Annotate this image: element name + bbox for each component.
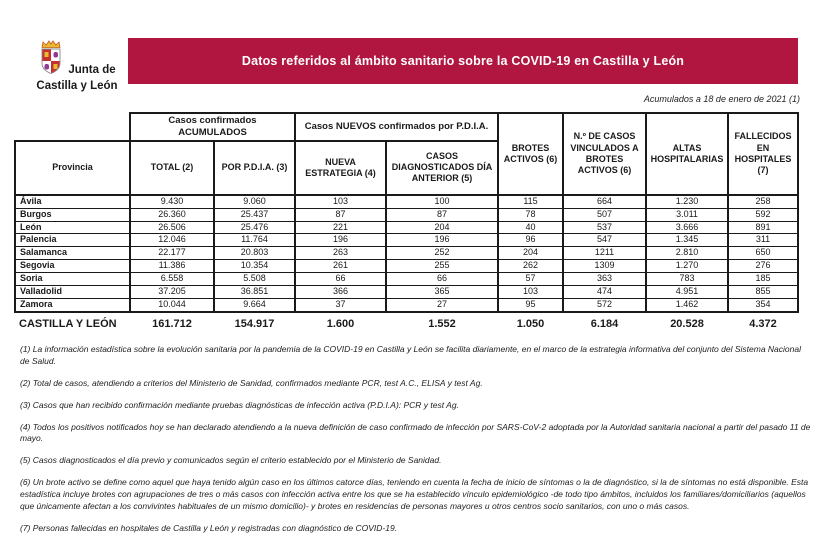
value-cell: 22.177 — [130, 247, 214, 260]
table-group-header-row — [15, 113, 798, 141]
table-body — [15, 195, 798, 312]
value-cell: 592 — [728, 208, 798, 221]
footnotes — [20, 344, 812, 545]
castilla-leon-crest-icon — [38, 39, 64, 80]
value-cell: 66 — [295, 273, 386, 286]
value-cell: 11.764 — [214, 234, 295, 247]
province-cell: Salamanca — [15, 247, 130, 260]
logo-text-line1: Junta de — [68, 63, 116, 76]
value-cell: 12.046 — [130, 234, 214, 247]
value-cell: 262 — [498, 260, 563, 273]
value-cell: 26.360 — [130, 208, 214, 221]
total-cell: 161.712 — [152, 317, 192, 330]
value-cell: 196 — [386, 234, 498, 247]
table-row — [15, 208, 798, 221]
accumulated-date-note: Acumulados a 18 de enero de 2021 (1) — [643, 94, 800, 104]
value-cell: 650 — [728, 247, 798, 260]
footnote-5: (5) Casos diagnosticados el día previo y comunicados según el criterio establecido por el Ministerio de Sanidad. — [20, 455, 442, 466]
value-cell: 474 — [563, 285, 646, 298]
header-por-pdia: POR P.D.I.A. (3) — [214, 141, 295, 195]
value-cell: 25.476 — [214, 221, 295, 234]
table-row — [15, 221, 798, 234]
value-cell: 9.060 — [214, 195, 295, 208]
value-cell: 363 — [563, 273, 646, 286]
value-cell: 1.270 — [646, 260, 728, 273]
total-cell: 1.050 — [516, 317, 545, 330]
province-cell: Soria — [15, 273, 130, 286]
value-cell: 221 — [295, 221, 386, 234]
value-cell: 87 — [295, 208, 386, 221]
value-cell: 25.437 — [214, 208, 295, 221]
header-casos-vinculados: N.º DE CASOS VINCULADOS A BROTES ACTIVOS (6) — [563, 113, 646, 195]
banner — [128, 38, 798, 84]
value-cell: 11.386 — [130, 260, 214, 273]
value-cell: 36.851 — [214, 285, 295, 298]
header-diagnosticados-dia-anterior: CASOS DIAGNOSTICADOS DÍA ANTERIOR (5) — [386, 141, 498, 195]
value-cell: 3.666 — [646, 221, 728, 234]
total-label: CASTILLA Y LEÓN — [19, 317, 117, 330]
value-cell: 1.230 — [646, 195, 728, 208]
value-cell: 252 — [386, 247, 498, 260]
value-cell: 572 — [563, 298, 646, 311]
value-cell: 258 — [728, 195, 798, 208]
total-row — [15, 312, 798, 331]
value-cell: 4.951 — [646, 285, 728, 298]
value-cell: 103 — [498, 285, 563, 298]
value-cell: 1.345 — [646, 234, 728, 247]
header-nueva-estrategia: NUEVA ESTRATEGIA (4) — [295, 141, 386, 195]
logo-crest-row — [38, 39, 115, 80]
value-cell: 204 — [386, 221, 498, 234]
value-cell: 1309 — [563, 260, 646, 273]
value-cell: 547 — [563, 234, 646, 247]
footnote-4: (4) Todos los positivos notificados hoy se han declarado atendiendo a la nueva definición de caso confirmado de infección por SARS-CoV-2 adoptada por la Autoridad sanitaria nacional a partir del pasado 11 de mayo. — [20, 421, 811, 444]
value-cell: 855 — [728, 285, 798, 298]
province-cell: León — [15, 221, 130, 234]
value-cell: 9.664 — [214, 298, 295, 311]
total-cell: 6.184 — [590, 317, 619, 330]
value-cell: 185 — [728, 273, 798, 286]
value-cell: 10.354 — [214, 260, 295, 273]
value-cell: 100 — [386, 195, 498, 208]
logo-text-line2: Castilla y León — [36, 80, 118, 92]
province-cell: Valladolid — [15, 285, 130, 298]
value-cell: 20.803 — [214, 247, 295, 260]
header-fallecidos: FALLECIDOS EN HOSPITALES (7) — [728, 113, 798, 195]
table-row — [15, 273, 798, 286]
table-row — [15, 195, 798, 208]
value-cell: 263 — [295, 247, 386, 260]
total-cell: 1.600 — [326, 317, 355, 330]
province-cell: Zamora — [15, 298, 130, 311]
value-cell: 96 — [498, 234, 563, 247]
value-cell: 103 — [295, 195, 386, 208]
page-title: Datos referidos al ámbito sanitario sobre la COVID-19 en Castilla y León — [241, 54, 685, 68]
value-cell: 204 — [498, 247, 563, 260]
value-cell: 37 — [295, 298, 386, 311]
total-cell: 4.372 — [749, 317, 777, 330]
value-cell: 3.011 — [646, 208, 728, 221]
value-cell: 1211 — [563, 247, 646, 260]
footnote-2: (2) Total de casos, atendiendo a criterios del Ministerio de Sanidad, confirmados mediante PCR, test A.C., ELISA y test Ag. — [20, 377, 483, 388]
footnote-7: (7) Personas fallecidas en hospitales de Castilla y León y registradas con diagnóstico de COVID-19. — [20, 522, 398, 533]
table-row — [15, 260, 798, 273]
footnote-6: (6) Un brote activo se define como aquel que haya tenido algún caso en los últimos catorce días, teniendo en cuenta la fecha de inicio de síntomas o la de diagnóstico, si la de síntomas no está disponible. Esta estadística incluye brotes con agrupaciones de tres o más casos con infección activa entre los que se ha establecido vínculo epidemiológico -de todo tipo ámbitos, incluidos los familiares/domiciliarios (aquellos que únicamente afectan a los convivintes habituales de un mismo domicilio)- y brotes en residencias de personas mayores u otros centros socio sanitarios, con uno o más casos. — [20, 477, 809, 512]
value-cell: 891 — [728, 221, 798, 234]
value-cell: 276 — [728, 260, 798, 273]
total-cell: 1.552 — [428, 317, 456, 330]
value-cell: 311 — [728, 234, 798, 247]
value-cell: 2.810 — [646, 247, 728, 260]
header-group-acumulados: Casos confirmados ACUMULADOS — [130, 113, 295, 141]
value-cell: 537 — [563, 221, 646, 234]
covid-table-wrap — [14, 112, 799, 331]
blank-corner-cell — [15, 113, 130, 141]
province-cell: Segovia — [15, 260, 130, 273]
footnote-1: (1) La información estadística sobre la evolución sanitaria por la pandemia de la COVID-19 en Castilla y León se facilita diariamente, en el marco de la estrategia informativa del conjunto del Sistema Nacional de Salud. — [20, 344, 801, 366]
value-cell: 115 — [498, 195, 563, 208]
value-cell: 255 — [386, 260, 498, 273]
covid-table — [14, 112, 799, 331]
value-cell: 37.205 — [130, 285, 214, 298]
value-cell: 365 — [386, 285, 498, 298]
value-cell: 261 — [295, 260, 386, 273]
value-cell: 66 — [386, 273, 498, 286]
value-cell: 354 — [728, 298, 798, 311]
header-provincia: Provincia — [15, 141, 130, 195]
value-cell: 5.508 — [214, 273, 295, 286]
value-cell: 26.506 — [130, 221, 214, 234]
junta-logo — [24, 39, 130, 93]
value-cell: 87 — [386, 208, 498, 221]
total-cell: 20.528 — [670, 317, 704, 330]
footnote-3: (3) Casos que han recibido confirmación mediante pruebas diagnósticas de infección activa (P.D.I.A): PCR y test Ag. — [20, 399, 459, 410]
value-cell: 95 — [498, 298, 563, 311]
header-total: TOTAL (2) — [130, 141, 214, 195]
value-cell: 57 — [498, 273, 563, 286]
table-row — [15, 285, 798, 298]
province-cell: Burgos — [15, 208, 130, 221]
header-altas-hospitalarias: ALTAS HOSPITALARIAS — [646, 113, 728, 195]
table-row — [15, 247, 798, 260]
total-cell: 154.917 — [234, 317, 275, 330]
value-cell: 78 — [498, 208, 563, 221]
table-row — [15, 234, 798, 247]
value-cell: 9.430 — [130, 195, 214, 208]
table-row — [15, 298, 798, 311]
value-cell: 664 — [563, 195, 646, 208]
value-cell: 6.558 — [130, 273, 214, 286]
province-cell: Palencia — [15, 234, 130, 247]
value-cell: 27 — [386, 298, 498, 311]
value-cell: 783 — [646, 273, 728, 286]
value-cell: 10.044 — [130, 298, 214, 311]
value-cell: 366 — [295, 285, 386, 298]
value-cell: 40 — [498, 221, 563, 234]
value-cell: 1.462 — [646, 298, 728, 311]
header-group-nuevos-pdia: Casos NUEVOS confirmados por P.D.I.A. — [295, 113, 498, 141]
value-cell: 196 — [295, 234, 386, 247]
header-brotes-activos: BROTES ACTIVOS (6) — [498, 113, 563, 195]
province-cell: Ávila — [15, 195, 130, 208]
value-cell: 507 — [563, 208, 646, 221]
